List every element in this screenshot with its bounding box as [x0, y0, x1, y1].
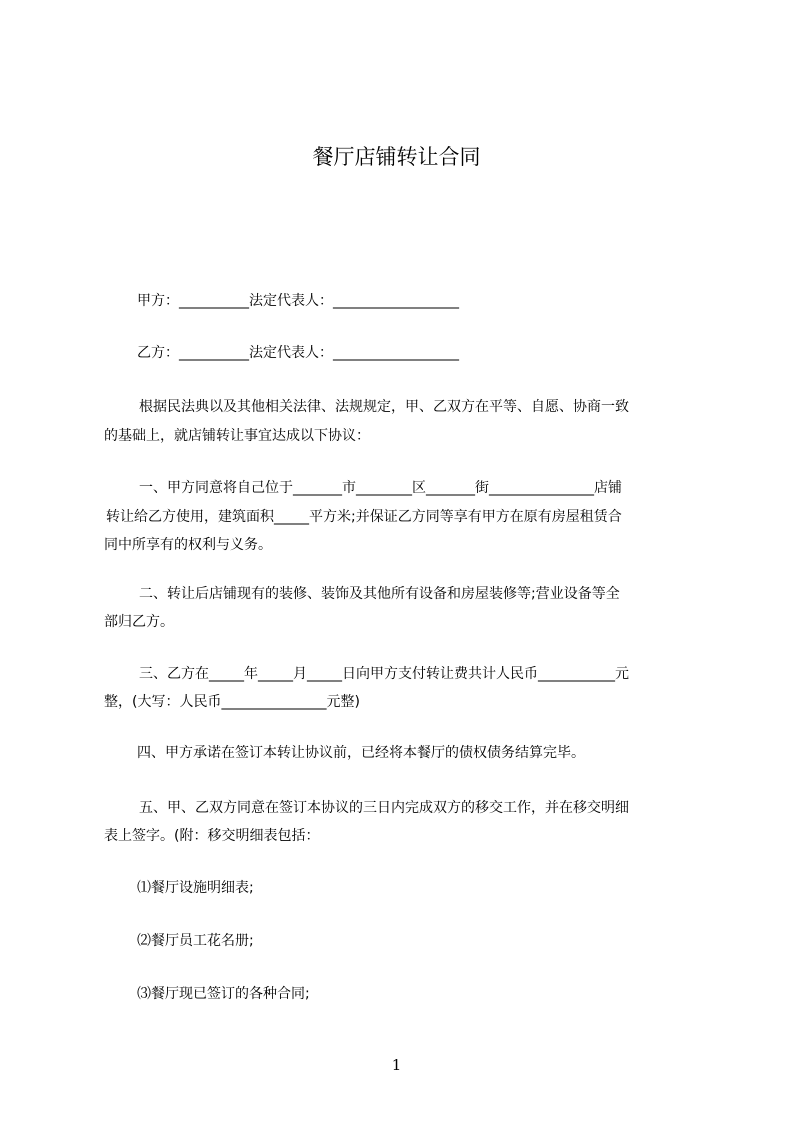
document-title: 餐厅店铺转让合同 — [312, 145, 481, 169]
list-item-2: ⑵餐厅员工花名册; — [137, 933, 254, 949]
clause-4-line-1: 四、甲方承诺在签订本转让协议前，已经将本餐厅的债权债务结算完毕。 — [137, 745, 585, 761]
list-item-3: ⑶餐厅现已签订的各种合同; — [137, 986, 310, 1002]
clause-1-line-2: 转让给乙方使用，建筑面积_____平方米;并保证乙方同等享有甲方在原有房屋租赁合 — [106, 509, 622, 525]
clause-5-line-2: 表上签字。(附：移交明细表包括： — [104, 828, 320, 844]
list-item-1: ⑴餐厅设施明细表; — [137, 880, 254, 896]
party-b-line: 乙方：__________法定代表人：__________________ — [137, 345, 459, 361]
page-number: 1 — [391, 1056, 402, 1074]
party-a-line: 甲方：__________法定代表人：__________________ — [137, 293, 459, 309]
clause-1-line-3: 同中所享有的权利与义务。 — [104, 537, 272, 553]
clause-1-line-1: 一、甲方同意将自己位于_______市________区_______街_______________店铺 — [139, 480, 622, 496]
preamble-line-1: 根据民法典以及其他相关法律、法规规定，甲、乙双方在平等、自愿、协商一致 — [139, 399, 629, 415]
clause-5-line-1: 五、甲、乙双方同意在签订本协议的三日内完成双方的移交工作，并在移交明细 — [139, 800, 629, 816]
clause-3-line-1: 三、乙方在_____年_____月_____日向甲方支付转让费共计人民币___________元 — [139, 666, 629, 682]
clause-3-line-2: 整，(大写：人民币_______________元整) — [104, 694, 360, 710]
clause-2-line-1: 二、转让后店铺现有的装修、装饰及其他所有设备和房屋装修等;营业设备等全 — [139, 586, 620, 602]
preamble-line-2: 的基础上，就店铺转让事宜达成以下协议： — [104, 428, 370, 444]
clause-2-line-2: 部归乙方。 — [104, 614, 174, 630]
